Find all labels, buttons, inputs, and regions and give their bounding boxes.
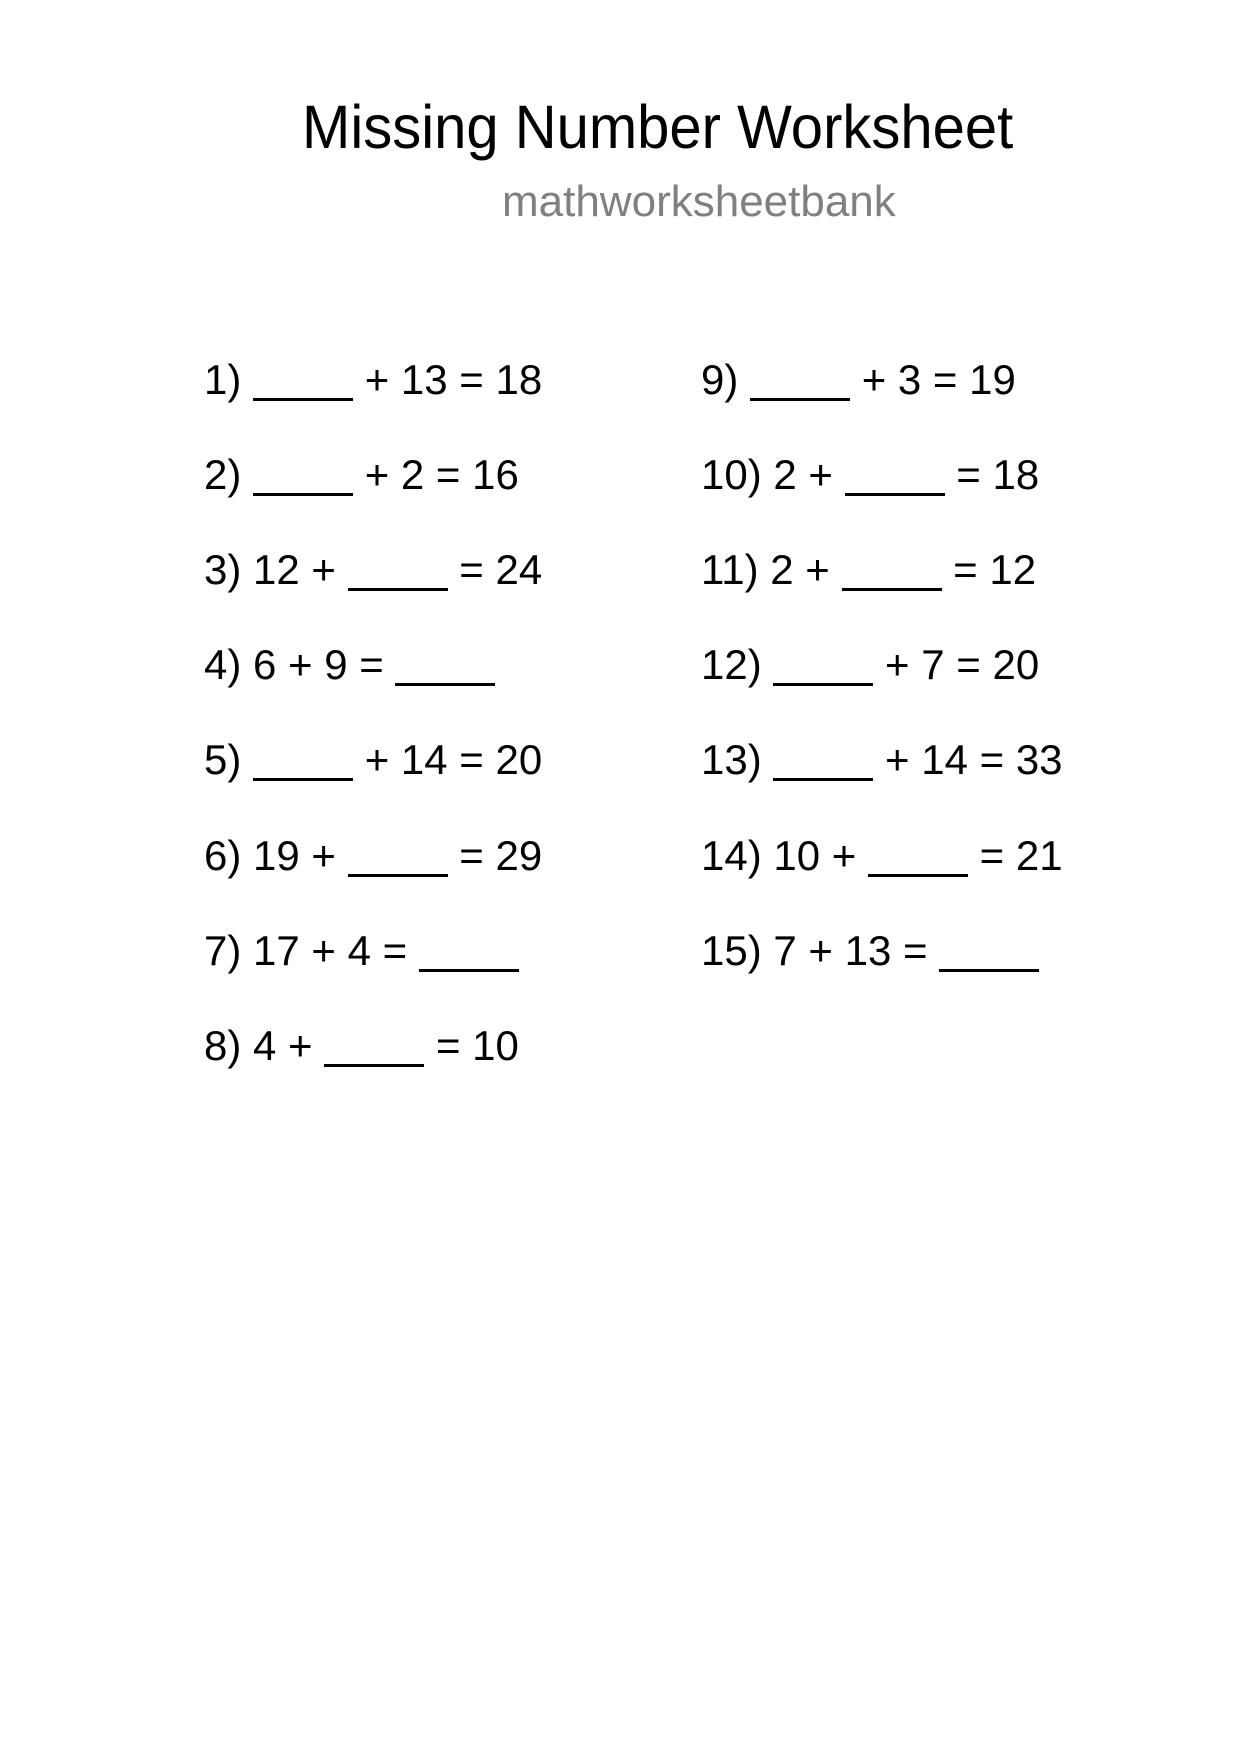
answer-blank[interactable] <box>395 649 495 686</box>
answer-blank[interactable] <box>842 554 942 591</box>
answer-blank[interactable] <box>253 364 353 401</box>
problem-item <box>204 547 542 595</box>
problem-item <box>204 928 519 976</box>
answer-blank[interactable] <box>324 1030 424 1067</box>
problem-expression-after: = 24 <box>459 546 543 594</box>
problem-number: 10) <box>701 451 762 499</box>
problem-expression-before: 12 + <box>253 546 336 594</box>
worksheet-title: Missing Number Worksheet <box>302 92 1014 162</box>
answer-blank[interactable] <box>419 935 519 972</box>
problem-expression-before: 10 + <box>773 831 857 879</box>
problem-number: 3) <box>204 546 242 594</box>
problem-item <box>204 642 495 690</box>
problem-item <box>204 737 542 785</box>
problem-item <box>701 833 1063 881</box>
problem-expression-after: = 21 <box>979 831 1063 879</box>
problem-expression-before: 2 + <box>770 546 830 594</box>
problem-item <box>701 357 1016 405</box>
problem-item <box>701 928 1039 976</box>
problem-item <box>701 642 1039 690</box>
problem-item <box>204 1023 519 1071</box>
problem-expression-before: 2 + <box>773 451 833 499</box>
problem-item <box>204 833 542 881</box>
problem-number: 6) <box>204 831 242 879</box>
problem-number: 14) <box>701 831 762 879</box>
problem-number: 13) <box>701 736 762 784</box>
problem-number: 1) <box>204 356 242 403</box>
problem-expression-after: + 2 = 16 <box>364 451 519 499</box>
problem-expression-after: + 14 = 33 <box>885 736 1063 784</box>
problem-item <box>204 452 519 500</box>
answer-blank[interactable] <box>845 459 945 496</box>
worksheet-source: mathworksheetbank <box>502 177 896 226</box>
answer-blank[interactable] <box>750 364 850 401</box>
answer-blank[interactable] <box>773 744 873 781</box>
problem-expression-after: = 10 <box>435 1021 519 1069</box>
problem-item <box>701 737 1063 785</box>
problem-number: 9) <box>701 356 739 403</box>
problem-expression-after: + 14 = 20 <box>364 736 543 784</box>
problem-item <box>701 547 1036 595</box>
problem-expression-after: = 12 <box>953 546 1037 594</box>
problem-expression-before: 7 + 13 = <box>773 926 928 974</box>
problem-item <box>701 452 1039 500</box>
problem-number: 2) <box>204 451 242 499</box>
problem-number: 15) <box>701 926 762 974</box>
problem-item <box>204 357 542 405</box>
problem-expression-before: 4 + <box>253 1021 313 1069</box>
answer-blank[interactable] <box>253 744 353 781</box>
answer-blank[interactable] <box>348 554 448 591</box>
problem-expression-after: + 13 = 18 <box>364 356 543 403</box>
problem-expression-before: 17 + 4 = <box>253 926 408 974</box>
answer-blank[interactable] <box>868 840 968 877</box>
problem-number: 4) <box>204 641 242 689</box>
problem-expression-before: 6 + 9 = <box>253 641 384 689</box>
problem-number: 8) <box>204 1021 242 1069</box>
problem-expression-before: 19 + <box>253 831 336 879</box>
problem-number: 11) <box>701 546 759 594</box>
answer-blank[interactable] <box>939 935 1039 972</box>
problem-expression-after: = 29 <box>459 831 543 879</box>
answer-blank[interactable] <box>253 459 353 496</box>
problem-expression-after: + 7 = 20 <box>885 641 1040 689</box>
problem-number: 5) <box>204 736 242 784</box>
problem-expression-after: + 3 = 19 <box>861 356 1016 403</box>
problem-number: 12) <box>701 641 762 689</box>
answer-blank[interactable] <box>773 649 873 686</box>
problem-number: 7) <box>204 926 242 974</box>
answer-blank[interactable] <box>348 840 448 877</box>
problem-expression-after: = 18 <box>956 451 1040 499</box>
